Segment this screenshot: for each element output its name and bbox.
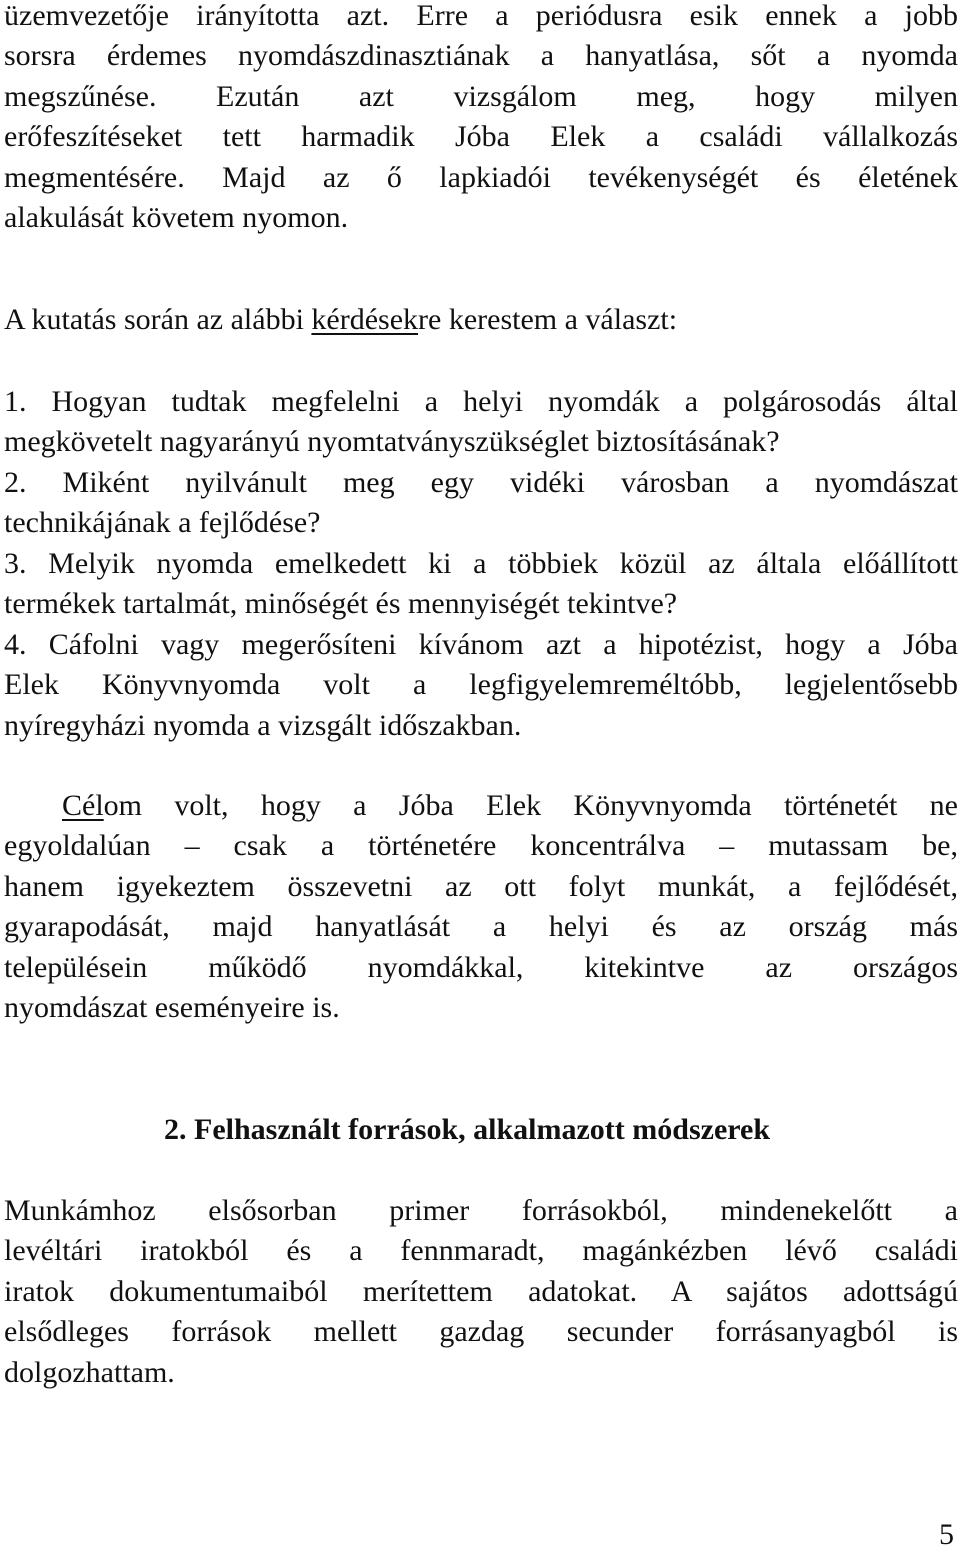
question-line: 3. Melyik nyomda emelkedett ki a többiek közül az általa előállított xyxy=(4,547,958,580)
question-line: 4. Cáfolni vagy megerősíteni kívánom azt a hipotézist, hogy a Jóba xyxy=(4,628,958,661)
questions-intro-after: re kerestem a választ: xyxy=(418,303,678,336)
question-line: 2. Miként nyilvánult meg egy vidéki városban a nyomdászat xyxy=(4,466,958,499)
question-line: 1. Hogyan tudtak megfelelni a helyi nyomdák a polgárosodás által xyxy=(4,385,958,418)
section-heading xyxy=(4,1110,958,1150)
questions-intro-before: A kutatás során az alábbi xyxy=(4,303,312,336)
intro-line: erőfeszítéseket tett harmadik Jóba Elek a családi vállalkozás xyxy=(4,120,958,153)
sources-line: Munkámhoz elsősorban primer forrásokból, mindenekelőtt a xyxy=(4,1194,958,1227)
sources-line: elsődleges források mellett gazdag secunder forrásanyagból is xyxy=(4,1315,958,1348)
page-number: 5 xyxy=(939,1518,954,1551)
aim-first-line xyxy=(62,786,958,826)
section-heading-text: 2. Felhasznált források, alkalmazott módszerek xyxy=(164,1113,771,1146)
aim-first-rest: om volt, hogy a Jóba Elek Könyvnyomda történetét ne xyxy=(103,789,958,822)
question-line: technikájának a fejlődése? xyxy=(4,506,321,539)
questions-intro-underlined: kérdések xyxy=(311,303,419,336)
aim-line: hanem igyekeztem összevetni az ott folyt munkát, a fejlődését, xyxy=(4,870,958,903)
intro-line: sorsra érdemes nyomdászdinasztiának a hanyatlása, sőt a nyomda xyxy=(4,39,958,72)
intro-line: megmentésére. Majd az ő lapkiadói tevékenységét és életének xyxy=(4,161,958,194)
sources-line: levéltári iratokból és a fennmaradt, magánkézben lévő családi xyxy=(4,1234,958,1267)
aim-line: gyarapodását, majd hanyatlását a helyi és az ország más xyxy=(4,910,958,943)
intro-line: megszűnése. Ezután azt vizsgálom meg, hogy milyen xyxy=(4,80,958,113)
sources-line: iratok dokumentumaiból merítettem adatokat. A sajátos adottságú xyxy=(4,1275,958,1308)
questions-intro xyxy=(4,300,958,340)
question-line: nyíregyházi nyomda a vizsgált időszakban. xyxy=(4,709,522,742)
aim-line: településein működő nyomdákkal, kitekintve az országos xyxy=(4,951,958,984)
intro-line: alakulását követem nyomon. xyxy=(4,201,349,234)
question-line: megkövetelt nagyarányú nyomtatványszükséglet biztosításának? xyxy=(4,425,780,458)
sources-line: dolgozhattam. xyxy=(4,1356,175,1389)
aim-line: egyoldalúan – csak a történetére koncentrálva – mutassam be, xyxy=(4,829,958,862)
aim-underlined: Cél xyxy=(62,789,104,822)
aim-line: nyomdászat eseményeire is. xyxy=(4,991,340,1024)
question-line: termékek tartalmát, minőségét és mennyiségét tekintve? xyxy=(4,587,678,620)
intro-line: üzemvezetője irányította azt. Erre a periódusra esik ennek a jobb xyxy=(4,0,958,32)
question-line: Elek Könyvnyomda volt a legfigyelemreméltóbb, legjelentősebb xyxy=(4,668,958,701)
